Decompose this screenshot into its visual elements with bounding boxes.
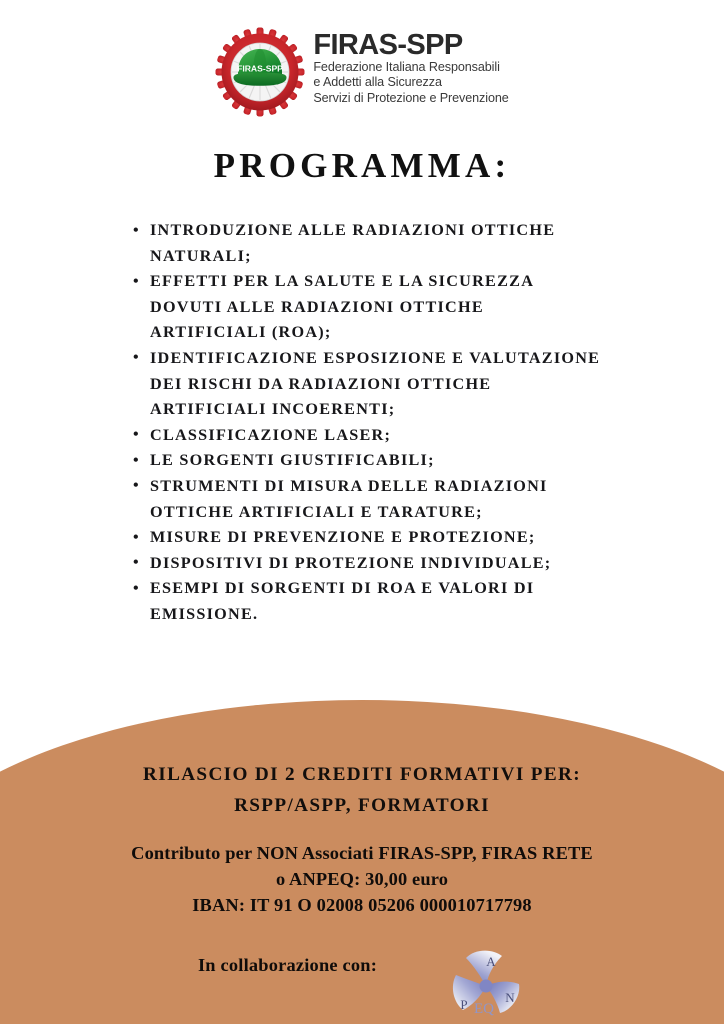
list-item: • DISPOSITIVI DI PROTEZIONE INDIVIDUALE; <box>131 551 601 577</box>
anpeq-letter-p: P <box>460 997 468 1012</box>
list-item: • CLASSIFICAZIONE LASER; <box>131 423 601 449</box>
org-subtitle-line-2: e Addetti alla Sicurezza <box>313 75 442 90</box>
page-title: PROGRAMMA: <box>213 146 511 185</box>
collaboration-row <box>0 943 724 1024</box>
contribution-line-2: o ANPEQ: 30,00 euro <box>275 869 449 889</box>
org-subtitle-line-1: Federazione Italiana Responsabili <box>313 60 500 74</box>
contribution-line-1: Contributo per NON Associati FIRAS-SPP, FIRAS RETE <box>131 843 593 863</box>
contribution-block <box>0 840 724 918</box>
program-list <box>131 218 601 628</box>
credits-block <box>0 759 724 821</box>
collaboration-label: In collaborazione con: <box>197 955 378 975</box>
list-item: • IDENTIFICAZIONE ESPOSIZIONE E VALUTAZIONE DEI RISCHI DA RADIAZIONI OTTICHE ARTIFICIALI INCOERENTI; <box>131 346 601 423</box>
list-item: • MISURE DI PREVENZIONE E PROTEZIONE; <box>131 525 601 551</box>
list-item: • STRUMENTI DI MISURA DELLE RADIAZIONI OTTICHE ARTIFICIALI E TARATURE; <box>131 474 601 525</box>
list-item: • LE SORGENTI GIUSTIFICABILI; <box>131 448 601 474</box>
footer-content <box>0 700 724 1024</box>
anpeq-letter-n: N <box>505 990 515 1005</box>
anpeq-letters-eq: EQ <box>474 1001 494 1017</box>
firas-spp-cogwheel-helmet-logo-icon <box>215 27 305 117</box>
helmet-logo-text: FIRAS-SPP <box>237 63 284 74</box>
org-text-block <box>313 27 508 106</box>
credits-line-1: RILASCIO DI 2 CREDITI FORMATIVI PER: <box>143 764 581 785</box>
org-name: FIRAS-SPP <box>313 29 463 61</box>
list-item: • ESEMPI DI SORGENTI DI ROA E VALORI DI EMISSIONE. <box>131 576 601 627</box>
iban-line: IBAN: IT 91 O 02008 05206 000010717798 <box>192 895 532 915</box>
header-logo-block <box>0 27 724 119</box>
credits-line-2: RSPP/ASPP, FORMATORI <box>234 795 490 816</box>
anpeq-letter-a: A <box>486 954 496 969</box>
org-subtitle-line-3: Servizi di Protezione e Prevenzione <box>313 90 509 105</box>
anpeq-trefoil-logo-icon <box>443 943 529 1024</box>
list-item: • INTRODUZIONE ALLE RADIAZIONI OTTICHE NATURALI; <box>131 218 601 269</box>
list-item: • EFFETTI PER LA SALUTE E LA SICUREZZA DOVUTI ALLE RADIAZIONI OTTICHE ARTIFICIALI (ROA); <box>131 269 601 346</box>
